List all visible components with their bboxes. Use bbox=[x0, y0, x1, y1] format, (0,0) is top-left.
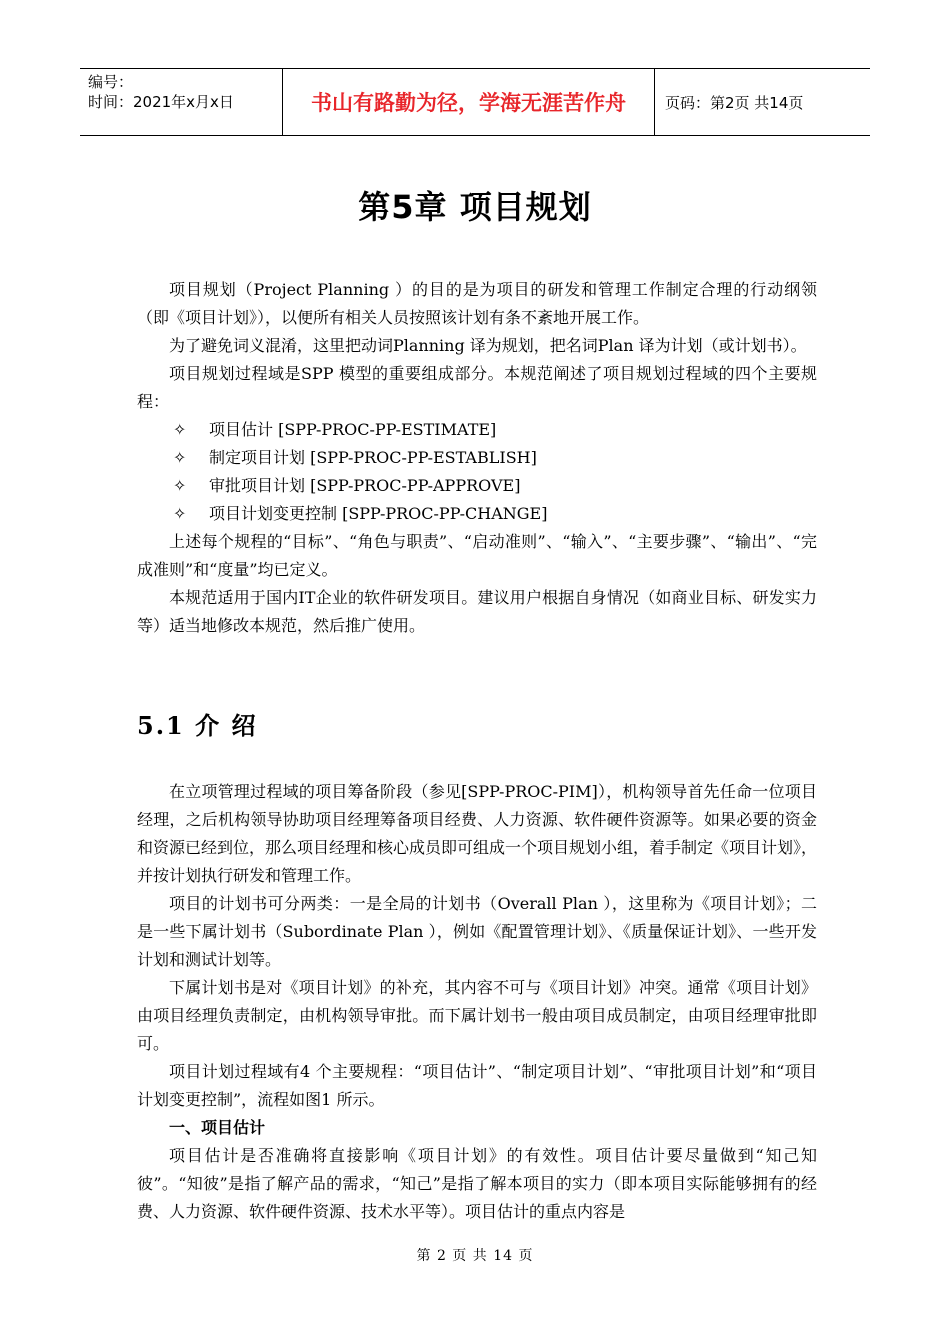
bullet-text: 审批项目计划 [SPP-PROC-PP-APPROVE] bbox=[209, 476, 521, 495]
intro-paragraph-2: 为了避免词义混淆，这里把动词Planning 译为规划，把名词Plan 译为计划（或计划书）。 bbox=[169, 336, 807, 355]
section-body bbox=[137, 778, 817, 1226]
header-page-info: 页码：第2页 共14页 bbox=[665, 93, 804, 112]
section-paragraph-3: 下属计划书是对《项目计划》的补充，其内容不可与《项目计划》冲突。通常《项目计划》由项目经理负责制定，由机构领导审批。而下属计划书一般由项目成员制定，由项目经理审批即可。 bbox=[137, 978, 817, 1053]
header-meta bbox=[80, 69, 282, 135]
chapter-title: 第5章 项目规划 bbox=[358, 188, 592, 226]
diamond-bullet-icon: ✧ bbox=[173, 420, 187, 439]
bullet-item bbox=[137, 500, 817, 528]
intro-paragraph-3: 项目规划过程域是SPP 模型的重要组成部分。本规范阐述了项目规划过程域的四个主要规程： bbox=[137, 364, 817, 411]
section-paragraph-2: 项目的计划书可分两类：一是全局的计划书（Overall Plan ），这里称为《项目计划》；二是一些下属计划书（Subordinate Plan ），例如《配置管理计划》、《质量保证计划》、一些开发计划和测试计划等。 bbox=[137, 894, 817, 969]
header-motto: 书山有路勤为径，学海无涯苦作舟 bbox=[282, 69, 655, 135]
section-title: 5.1 介 绍 bbox=[137, 711, 258, 740]
section-paragraph-1: 在立项管理过程域的项目筹备阶段（参见[SPP-PROC-PIM]），机构领导首先任命一位项目经理，之后机构领导协助项目经理筹备项目经费、人力资源、软件硬件资源等。如果必要的资金和资源已经到位，那么项目经理和核心成员即可组成一个项目规划小组，着手制定《项目计划》，并按计划执行研发和管理工作。 bbox=[137, 782, 818, 885]
document-date: 时间：2021年x月x日 bbox=[88, 93, 234, 111]
document-number-label: 编号： bbox=[88, 73, 134, 91]
bullet-item bbox=[137, 472, 817, 500]
diamond-bullet-icon: ✧ bbox=[173, 448, 187, 467]
intro-block bbox=[137, 276, 817, 640]
section-paragraph-4: 项目计划过程域有4 个主要规程：“项目估计”、“制定项目计划”、“审批项目计划”和“项目计划变更控制”，流程如图1 所示。 bbox=[137, 1062, 817, 1109]
diamond-bullet-icon: ✧ bbox=[173, 476, 187, 495]
bullet-item bbox=[137, 444, 817, 472]
intro-paragraph-5: 本规范适用于国内IT企业的软件研发项目。建议用户根据自身情况（如商业目标、研发实力等）适当地修改本规范，然后推广使用。 bbox=[137, 588, 817, 635]
bullet-item bbox=[137, 416, 817, 444]
subsection-heading: 一、项目估计 bbox=[169, 1118, 266, 1137]
diamond-bullet-icon: ✧ bbox=[173, 504, 187, 523]
page-header bbox=[80, 68, 870, 136]
bullet-text: 项目计划变更控制 [SPP-PROC-PP-CHANGE] bbox=[209, 504, 548, 523]
intro-paragraph-1: 项目规划（Project Planning ）的目的是为项目的研发和管理工作制定合理的行动纲领（即《项目计划》），以便所有相关人员按照该计划有条不紊地开展工作。 bbox=[137, 280, 817, 327]
bullet-text: 制定项目计划 [SPP-PROC-PP-ESTABLISH] bbox=[209, 448, 537, 467]
section-paragraph-5: 项目估计是否准确将直接影响《项目计划》的有效性。项目估计要尽量做到“知己知彼”。“知彼”是指了解产品的需求，“知己”是指了解本项目的实力（即本项目实际能够拥有的经费、人力资源、软件硬件资源、技术水平等）。项目估计的重点内容是 bbox=[137, 1146, 817, 1221]
bullet-text: 项目估计 [SPP-PROC-PP-ESTIMATE] bbox=[209, 420, 497, 439]
intro-paragraph-4: 上述每个规程的“目标”、“角色与职责”、“启动准则”、“输入”、“主要步骤”、“输出”、“完成准则”和“度量”均已定义。 bbox=[137, 532, 817, 579]
page-footer: 第 2 页 共 14 页 bbox=[416, 1248, 534, 1264]
